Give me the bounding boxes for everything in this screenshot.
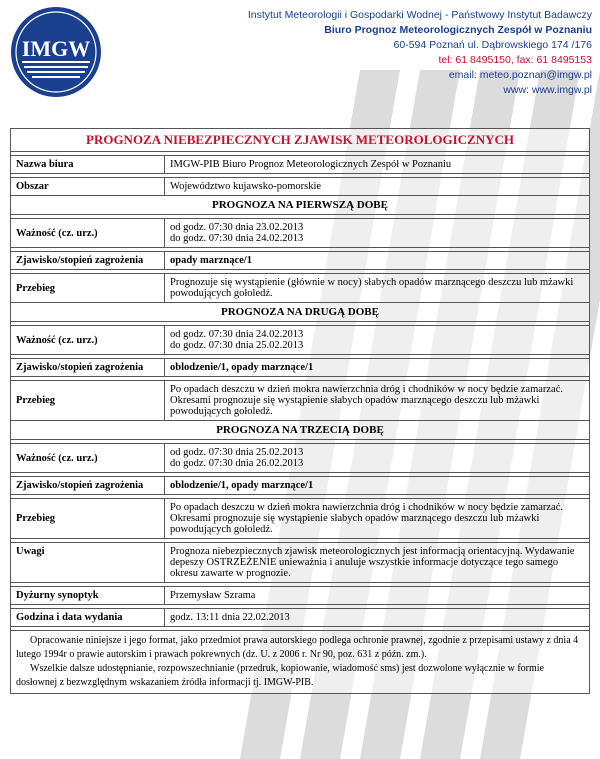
day3-valid-to: do godz. 07:30 dnia 26.02.2013 [170, 458, 304, 469]
duty-value: Przemysław Szrama [165, 587, 590, 605]
day3-course-row [11, 499, 590, 539]
day2-valid-to: do godz. 07:30 dnia 25.02.2013 [170, 340, 304, 351]
issued-label: Godzina i data wydania [11, 609, 165, 627]
day2-heading: PROGNOZA NA DRUGĄ DOBĘ [11, 303, 590, 322]
day1-phenomenon-row [11, 252, 590, 270]
copyright-paragraph: Opracowanie niniejsze i jego format, jako przedmiot prawa autorskiego podlega ochronie prawnej, zgodnie z przepisami ustawy z dnia 4 lutego 1994r o prawie autorskim i prawach pokrewnych (dz. U. z 2006 r. Nr 90, poz. 631 z późn. zm.). [16, 635, 579, 660]
area-value: Województwo kujawsko-pomorskie [165, 178, 590, 196]
copyright-notice [11, 631, 590, 694]
area-row [11, 178, 590, 196]
day2-course-line: powodujących gołoledź. [170, 406, 273, 417]
office-label: Nazwa biura [11, 156, 165, 174]
day2-phenomenon-row [11, 359, 590, 377]
course-label: Przebieg [11, 499, 165, 539]
notes-line: Prognoza niebezpiecznych zjawisk meteorologicznych jest informacją orientacyjną. Wydawanie [170, 546, 575, 557]
notes-label: Uwagi [11, 543, 165, 583]
day1-course-line: powodujących gołoledź. [170, 288, 273, 299]
office-phone: tel: 61 8495150, fax: 61 8495153 [438, 54, 592, 66]
course-label: Przebieg [11, 381, 165, 421]
day1-phenomenon: opady marznące/1 [165, 252, 590, 270]
phenomenon-label: Zjawisko/stopień zagrożenia [11, 359, 165, 377]
day2-phenomenon: oblodzenie/1, opady marznące/1 [165, 359, 590, 377]
day3-phenomenon: oblodzenie/1, opady marznące/1 [165, 477, 590, 495]
day3-course-line: powodujących gołoledź. [170, 524, 273, 535]
distribution-paragraph: Wszelkie dalsze udostępnianie, rozpowszechnianie (przedruk, kopiowanie, wiadomość sms) jest dozwolone wyłącznie w formie dosłownej z bezwzględnym wskazaniem źródła informacji tj. IMGW-PIB. [16, 663, 544, 688]
day2-validity-row [11, 326, 590, 355]
day3-heading: PROGNOZA NA TRZECIĄ DOBĘ [11, 421, 590, 440]
letterhead [0, 0, 600, 120]
phenomenon-label: Zjawisko/stopień zagrożenia [11, 477, 165, 495]
notes-line: depeszy OSTRZEŻENIE unieważnia i anuluje wszystkie informacje dotyczące tego samego [170, 557, 559, 568]
office-name: Biuro Prognoz Meteorologicznych Zespół w Poznaniu [324, 24, 592, 36]
institute-name: Instytut Meteorologii i Gospodarki Wodnej - Państwowy Instytut Badawczy [247, 9, 592, 21]
day2-course-line: Po opadach deszczu w dzień mokra nawierzchnia dróg i chodników w nocy będzie zamarzać. [170, 384, 564, 395]
day3-course-line: Po opadach deszczu w dzień mokra nawierzchnia dróg i chodników w nocy będzie zamarzać. [170, 502, 564, 513]
validity-label: Ważność (cz. urz.) [11, 444, 165, 473]
phenomenon-label: Zjawisko/stopień zagrożenia [11, 252, 165, 270]
imgw-logo [10, 6, 102, 98]
institute-contact [248, 8, 592, 98]
office-www: www: www.imgw.pl [503, 84, 592, 96]
day2-valid-from: od godz. 07:30 dnia 24.02.2013 [170, 329, 304, 340]
day2-course-row [11, 381, 590, 421]
office-email: email: meteo.poznan@imgw.pl [448, 69, 592, 81]
issued-row [11, 609, 590, 627]
day1-validity-row [11, 219, 590, 248]
validity-label: Ważność (cz. urz.) [11, 326, 165, 355]
day3-valid-from: od godz. 07:30 dnia 25.02.2013 [170, 447, 304, 458]
course-label: Przebieg [11, 274, 165, 303]
day1-course-row [11, 274, 590, 303]
notes-line: okresu zawarte w prognozie. [170, 568, 291, 579]
office-value: IMGW-PIB Biuro Prognoz Meteorologicznych Zespół w Poznaniu [165, 156, 590, 174]
forecast-table [10, 128, 590, 694]
area-label: Obszar [11, 178, 165, 196]
document-title: PROGNOZA NIEBEZPIECZNYCH ZJAWISK METEOROLOGICZNYCH [11, 129, 590, 152]
day2-course-line: Okresami prognozuje się wystąpienie słabych opadów marznącego deszczu lub mżawki [170, 395, 540, 406]
day1-valid-from: od godz. 07:30 dnia 23.02.2013 [170, 222, 304, 233]
validity-label: Ważność (cz. urz.) [11, 219, 165, 248]
day3-course-line: Okresami prognozuje się wystąpienie słabych opadów marznącego deszczu lub mżawki [170, 513, 540, 524]
office-address: 60-594 Poznań ul. Dąbrowskiego 174 /176 [393, 39, 592, 51]
office-row [11, 156, 590, 174]
day3-validity-row [11, 444, 590, 473]
day1-valid-to: do godz. 07:30 dnia 24.02.2013 [170, 233, 304, 244]
duty-label: Dyżurny synoptyk [11, 587, 165, 605]
issued-value: godz. 13:11 dnia 22.02.2013 [165, 609, 590, 627]
day1-course-line: Prognozuje się wystąpienie (głównie w nocy) słabych opadów marznącego deszczu lub mżawki [170, 277, 574, 288]
logo-text: IMGW [21, 36, 91, 61]
day3-phenomenon-row [11, 477, 590, 495]
notes-row [11, 543, 590, 583]
duty-row [11, 587, 590, 605]
day1-heading: PROGNOZA NA PIERWSZĄ DOBĘ [11, 196, 590, 215]
